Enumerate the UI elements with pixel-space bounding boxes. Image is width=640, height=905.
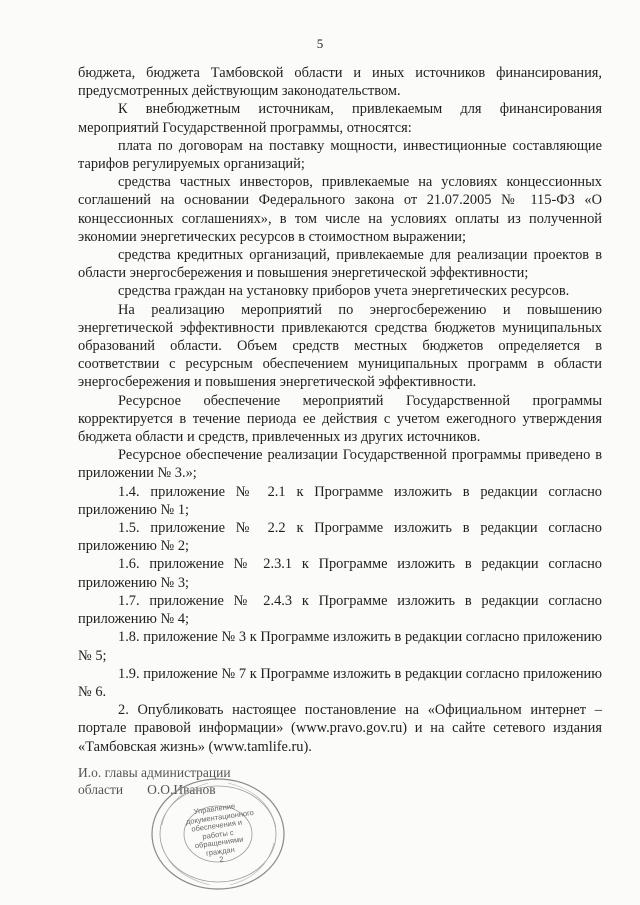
signatory-name: О.О.Иванов — [147, 782, 216, 797]
list-item: 1.5. приложение № 2.2 к Программе изложить в редакции согласно приложению № 2; — [78, 520, 602, 555]
list-item: 1.6. приложение № 2.3.1 к Программе изложить в редакции согласно приложению № 3; — [78, 556, 602, 591]
paragraph: бюджета, бюджета Тамбовской области и иных источников финансирования, предусмотренных действующим законодательством. — [78, 65, 602, 100]
signatory-region: области — [78, 782, 124, 797]
paragraph: плата по договорам на поставку мощности, инвестиционные составляющие тарифов регулируемых организаций; — [78, 137, 602, 173]
paragraph: средства граждан на установку приборов учета энергетических ресурсов. — [118, 283, 570, 300]
list-item: 1.4. приложение № 2.1 к Программе изложить в редакции согласно приложению № 1; — [78, 483, 602, 518]
paragraph: средства кредитных организаций, привлекаемые для реализации проектов в области энергосбережения и повышения энергетической эффективности; — [78, 247, 602, 282]
official-stamp — [148, 775, 288, 893]
stamp-center-text: Управление документационного обеспечения и работы с обращениями граждан 2 — [185, 801, 255, 865]
list-item: 1.8. приложение № 3 к Программе изложить в редакции согласно приложению № 5; — [78, 629, 602, 664]
paragraph: 2. Опубликовать настоящее постановление на «Официальном интернет – портале правовой информации» (www.pravo.gov.ru) и на сайте сетевого издания «Тамбовская жизнь» (www.tamlife.ru). — [78, 702, 602, 755]
paragraph: К внебюджетным источникам, привлекаемым для финансирования мероприятий Государственной программы, относятся: — [78, 101, 602, 136]
page-number: 5 — [316, 36, 324, 51]
paragraph: Ресурсное обеспечение реализации Государственной программы приведено в приложении № 3.»; — [78, 447, 602, 482]
paragraph: Ресурсное обеспечение мероприятий Государственной программы корректируется в течение периода ее действия с учетом ежегодного утверждения бюджета области и средств, привлеченных из других источников. — [78, 392, 602, 446]
document-body — [78, 64, 602, 756]
paragraph: На реализацию мероприятий по энергосбережению и повышению энергетической эффективности привлекаются средства бюджетов муниципальных образований области. Объем средств местных бюджетов определяется в соответствии с ресурсным обеспечением муниципальных программ в области энергосбережения и повышения энергетической эффективности. — [78, 301, 602, 391]
list-item: 1.9. приложение № 7 к Программе изложить в редакции согласно приложению № 6. — [78, 665, 602, 700]
paragraph: средства частных инвесторов, привлекаемые на условиях концессионных соглашений на основании Федерального закона от 21.07.2005 № 115-ФЗ «О концессионных соглашениях», в том числе на условиях оплаты из полученной экономии энергетических ресурсов в стоимостном выражении; — [78, 174, 602, 245]
list-item: 1.7. приложение № 2.4.3 к Программе изложить в редакции согласно приложению № 4; — [78, 592, 602, 628]
signatory-title: И.о. главы администрации — [78, 765, 231, 780]
